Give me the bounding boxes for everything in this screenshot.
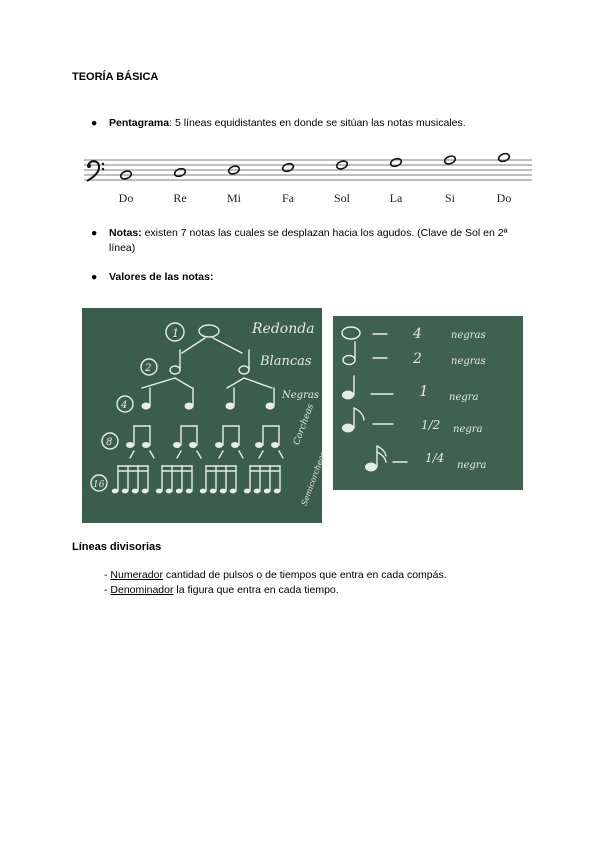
section-title-lineas: Líneas divisorias (72, 541, 162, 553)
label-corcheas: Corcheas (292, 402, 317, 447)
sixteenth-note-head (122, 489, 128, 494)
sixteenth-note-head (244, 489, 250, 494)
unit-5: negra (457, 460, 487, 471)
count-16: 16 (93, 480, 105, 490)
sixteenth-note-head (112, 489, 118, 494)
term-valores: Valores de las notas: (109, 271, 214, 283)
unit-3: negra (449, 392, 479, 403)
label-negras: Negras (282, 390, 319, 401)
label-redonda: Redonda (252, 321, 315, 337)
note-label-5: Sol (333, 191, 351, 205)
bass-clef-icon (87, 161, 104, 181)
value-1: 4 (413, 326, 422, 342)
value-2: 2 (413, 351, 422, 367)
term-notas: Notas: (109, 227, 142, 239)
bullet-dot: ● (91, 117, 98, 129)
eighth-note-icon (342, 424, 354, 433)
value-5: 1/4 (425, 451, 445, 465)
sixteenth-note-head (166, 489, 172, 494)
sixteenth-note-icon (365, 463, 377, 472)
term-denominador: Denominador (110, 584, 174, 596)
unit-2: negras (451, 356, 486, 367)
sixteenth-note-head (176, 489, 182, 494)
note-label-3: Mi (226, 191, 242, 205)
whole-note-4 (282, 162, 295, 173)
quarter-note-icon (342, 391, 354, 400)
label-semicorcheas: Semicorcheas (299, 450, 328, 507)
note-label-4: Fa (282, 191, 294, 205)
sixteenth-note-head (142, 489, 148, 494)
note-label-8: Do (496, 191, 512, 205)
note-label-6: La (389, 191, 403, 205)
page-title: TEORÍA BÁSICA (72, 71, 159, 83)
dash: - (104, 569, 111, 581)
sixteenth-note-head (254, 489, 260, 494)
term-numerador: Numerador (110, 569, 163, 581)
sixteenth-note-head (156, 489, 162, 494)
definition-denominador (104, 584, 339, 596)
sixteenth-note-head (200, 489, 206, 494)
whole-note-6 (390, 157, 403, 168)
count-8: 8 (106, 437, 113, 448)
desc-notas: existen 7 notas las cuales se desplazan hacia los agudos. (Clave de Sol en 2ª línea) (109, 227, 508, 254)
sixteenth-note-head (220, 489, 226, 494)
definition-numerador (104, 569, 447, 581)
value-4: 1/2 (421, 418, 441, 432)
sixteenth-note-head (230, 489, 236, 494)
value-3: 1 (419, 382, 429, 400)
staff-figure (84, 145, 532, 213)
sixteenth-note-head (264, 489, 270, 494)
note-label-1: Do (118, 191, 134, 205)
sixteenth-note-head (210, 489, 216, 494)
whole-note-8 (498, 152, 511, 163)
label-blancas: Blancas (260, 354, 312, 369)
count-1: 1 (172, 327, 179, 340)
count-4: 4 (121, 400, 128, 411)
term-pentagrama: Pentagrama (109, 117, 170, 129)
unit-1: negras (451, 330, 486, 341)
bullet-valores (91, 270, 214, 285)
chalkboard-note-values (333, 316, 523, 490)
count-2: 2 (145, 363, 152, 374)
desc-denominador: la figura que entra en cada tiempo. (173, 584, 339, 596)
chalkboard-note-tree (82, 308, 328, 523)
note-label-7: Si (444, 191, 456, 205)
whole-note-2 (174, 167, 187, 178)
unit-4: negra (453, 424, 483, 435)
staff-lines (84, 160, 532, 180)
note-label-2: Re (173, 191, 187, 205)
bullet-dot: ● (91, 227, 98, 239)
desc-pentagrama: : 5 líneas equidistantes en donde se sitúan las notas musicales. (169, 117, 466, 129)
sixteenth-note-head (186, 489, 192, 494)
desc-numerador: cantidad de pulsos o de tiempos que entra en cada compás. (162, 569, 447, 581)
bullet-pentagrama (91, 116, 466, 131)
dash: - (104, 584, 111, 596)
bullet-dot: ● (91, 271, 98, 283)
sixteenth-note-head (274, 489, 280, 494)
sixteenth-note-head (132, 489, 138, 494)
bullet-notas (91, 226, 529, 256)
